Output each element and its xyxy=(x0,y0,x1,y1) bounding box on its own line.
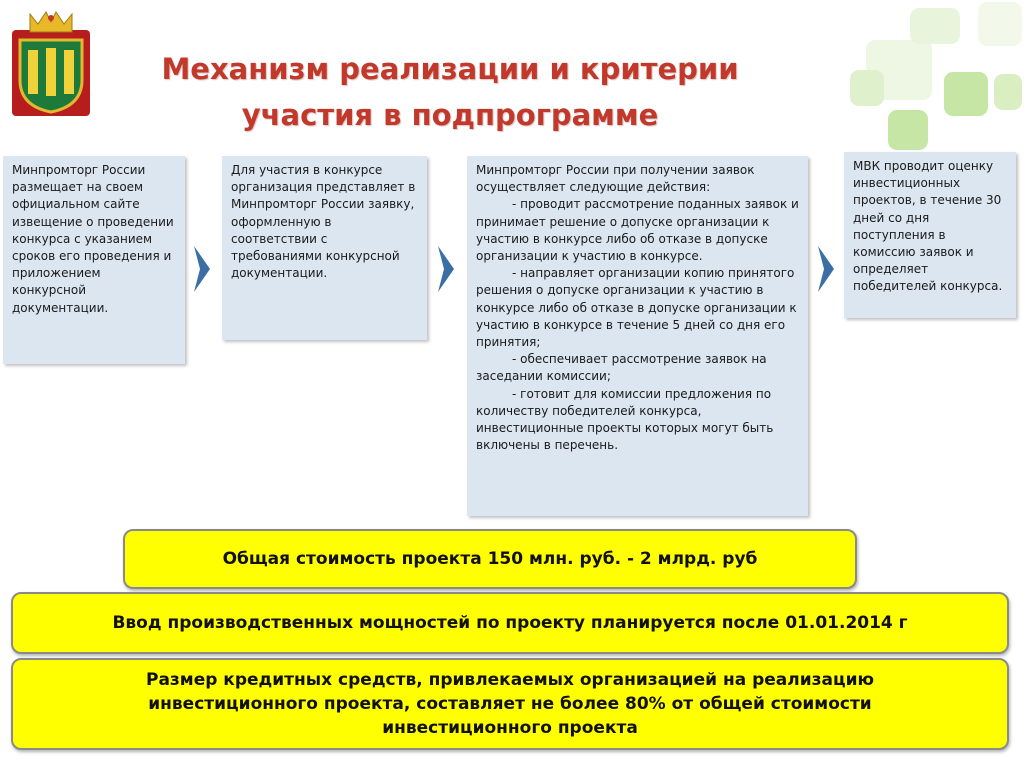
decorative-square xyxy=(944,72,988,116)
step-box-2 xyxy=(222,156,427,340)
step-box-4 xyxy=(844,152,1016,318)
step-text: Минпромторг России размещает на своем официальном сайте извещение о проведении конкурса с указанием сроков его проведения и приложением конкурсной документации. xyxy=(12,163,174,315)
chevron-right-icon xyxy=(816,244,836,294)
criterion-credit-share xyxy=(11,658,1009,750)
decorative-square xyxy=(994,74,1022,110)
decorative-square xyxy=(850,70,884,106)
step-item: - направляет организации копию принятого решения о допуске организации к участию в конкурсе либо об отказе в допуске организации к участию в конкурсе в течение 5 дней со дня его принятия; xyxy=(476,266,797,350)
page-title xyxy=(120,46,780,138)
criterion-text: Общая стоимость проекта 150 млн. руб. - 2 млрд. руб xyxy=(222,549,758,569)
criterion-capacity-date xyxy=(11,592,1009,654)
step-text: Для участия в конкурсе организация представляет в Минпромторг России заявку, оформленную в соответствии с требованиями конкурсной документации. xyxy=(231,163,416,281)
step-box-1 xyxy=(3,156,185,364)
criterion-text: Ввод производственных мощностей по проекту планируется после 01.01.2014 г xyxy=(112,613,908,633)
decorative-square xyxy=(978,2,1022,46)
step-item: - обеспечивает рассмотрение заявок на заседании комиссии; xyxy=(476,352,767,384)
step-intro: Минпромторг России при получении заявок осуществляет следующие действия: xyxy=(476,163,755,195)
step-box-3 xyxy=(467,156,808,516)
step-item: - проводит рассмотрение поданных заявок и принимает решение о допуске организации к участию в конкурсе либо об отказе в допуске организации к участию в конкурсе. xyxy=(476,197,799,264)
title-line-1: Механизм реализации и критерии xyxy=(161,52,739,86)
decorative-square xyxy=(888,110,928,150)
title-line-2: участия в подпрограмме xyxy=(241,98,659,132)
chevron-right-icon xyxy=(436,244,456,294)
coat-of-arms-icon xyxy=(10,10,92,118)
step-text: МВК проводит оценку инвестиционных проектов, в течение 30 дней со дня поступления в комиссию заявок и определяет победителей конкурса. xyxy=(853,159,1003,294)
decorative-square xyxy=(910,8,960,44)
chevron-right-icon xyxy=(192,244,212,294)
criterion-project-cost xyxy=(123,529,857,589)
criterion-text: Размер кредитных средств, привлекаемых организацией на реализацию инвестиционного проекта, составляет не более 80% от общей стоимости инвестиционного проекта xyxy=(145,670,875,738)
step-item: - готовит для комиссии предложения по количеству победителей конкурса, инвестиционные проекты которых могут быть включены в перечень. xyxy=(476,386,774,453)
